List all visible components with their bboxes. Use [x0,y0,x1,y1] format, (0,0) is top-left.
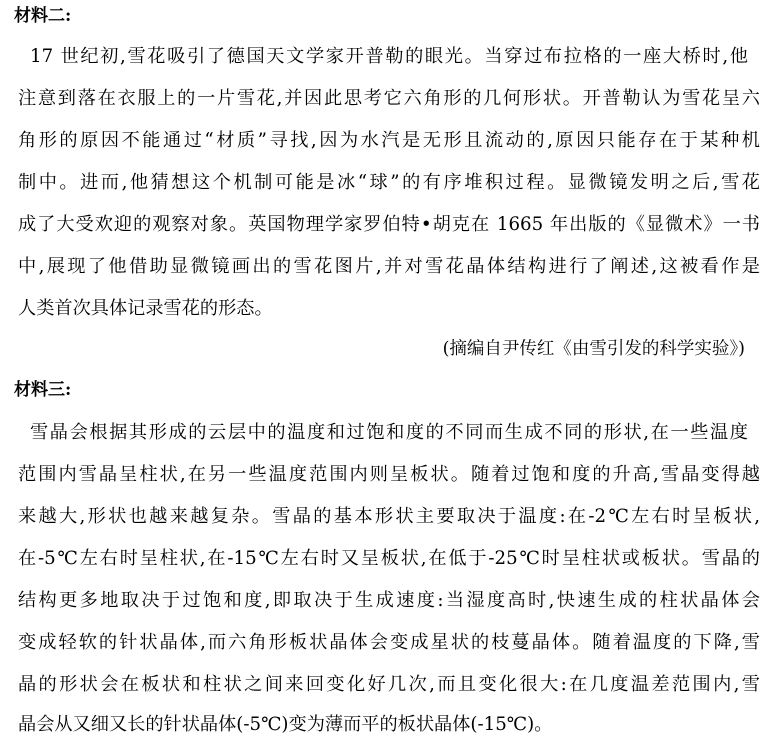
material3-line-3: 来越大,形状也越来越复杂。雪晶的基本形状主要取决于温度:在-2℃左右时呈板状, [18,506,760,527]
material2-line-2: 注意到落在衣服上的一片雪花,并因此思考它六角形的几何形状。开普勒认为雪花呈六 [18,88,760,109]
material2-line-1: 17 世纪初,雪花吸引了德国天文学家开普勒的眼光。当穿过布拉格的一座大桥时,他 [30,46,748,67]
material2-line-7: 人类首次具体记录雪花的形态。 [18,298,273,319]
material3-line-1: 雪晶会根据其形成的云层中的温度和过饱和度的不同而生成不同的形状,在一些温度 [30,422,748,443]
material3-heading: 材料三: [14,380,72,400]
material2-line-4: 制中。进而,他猜想这个机制可能是冰“球”的有序堆积过程。显微镜发明之后,雪花 [18,172,760,193]
material3-line-2: 范围内雪晶呈柱状,在另一些温度范围内则呈板状。随着过饱和度的升高,雪晶变得越 [18,464,760,485]
material2-line-6: 中,展现了他借助显微镜画出的雪花图片,并对雪花晶体结构进行了阐述,这被看作是 [18,256,760,277]
material3-line-8: 晶会从又细又长的针状晶体(-5℃)变为薄而平的板状晶体(-15℃)。 [18,714,553,735]
material2-heading: 材料二: [14,6,72,26]
material3-line-5: 结构更多地取决于过饱和度,即取决于生成速度:当湿度高时,快速生成的柱状晶体会 [18,590,760,611]
material3-line-4: 在-5℃左右时呈柱状,在-15℃左右时又呈板状,在低于-25℃时呈柱状或板状。雪晶的 [18,548,760,569]
material2-source: (摘编自尹传红《由雪引发的科学实验》) [442,339,745,359]
material2-line-3: 角形的原因不能通过“材质”寻找,因为水汽是无形且流动的,原因只能存在于某种机 [18,130,760,151]
material2-line-5: 成了大受欢迎的观察对象。英国物理学家罗伯特•胡克在 1665 年出版的《显微术》一书 [18,214,760,235]
material3-line-6: 变成轻软的针状晶体,而六角形板状晶体会变成星状的枝蔓晶体。随着温度的下降,雪 [18,632,760,653]
material3-line-7: 晶的形状会在板状和柱状之间来回变化好几次,而且变化很大:在几度温差范围内,雪 [18,674,760,695]
